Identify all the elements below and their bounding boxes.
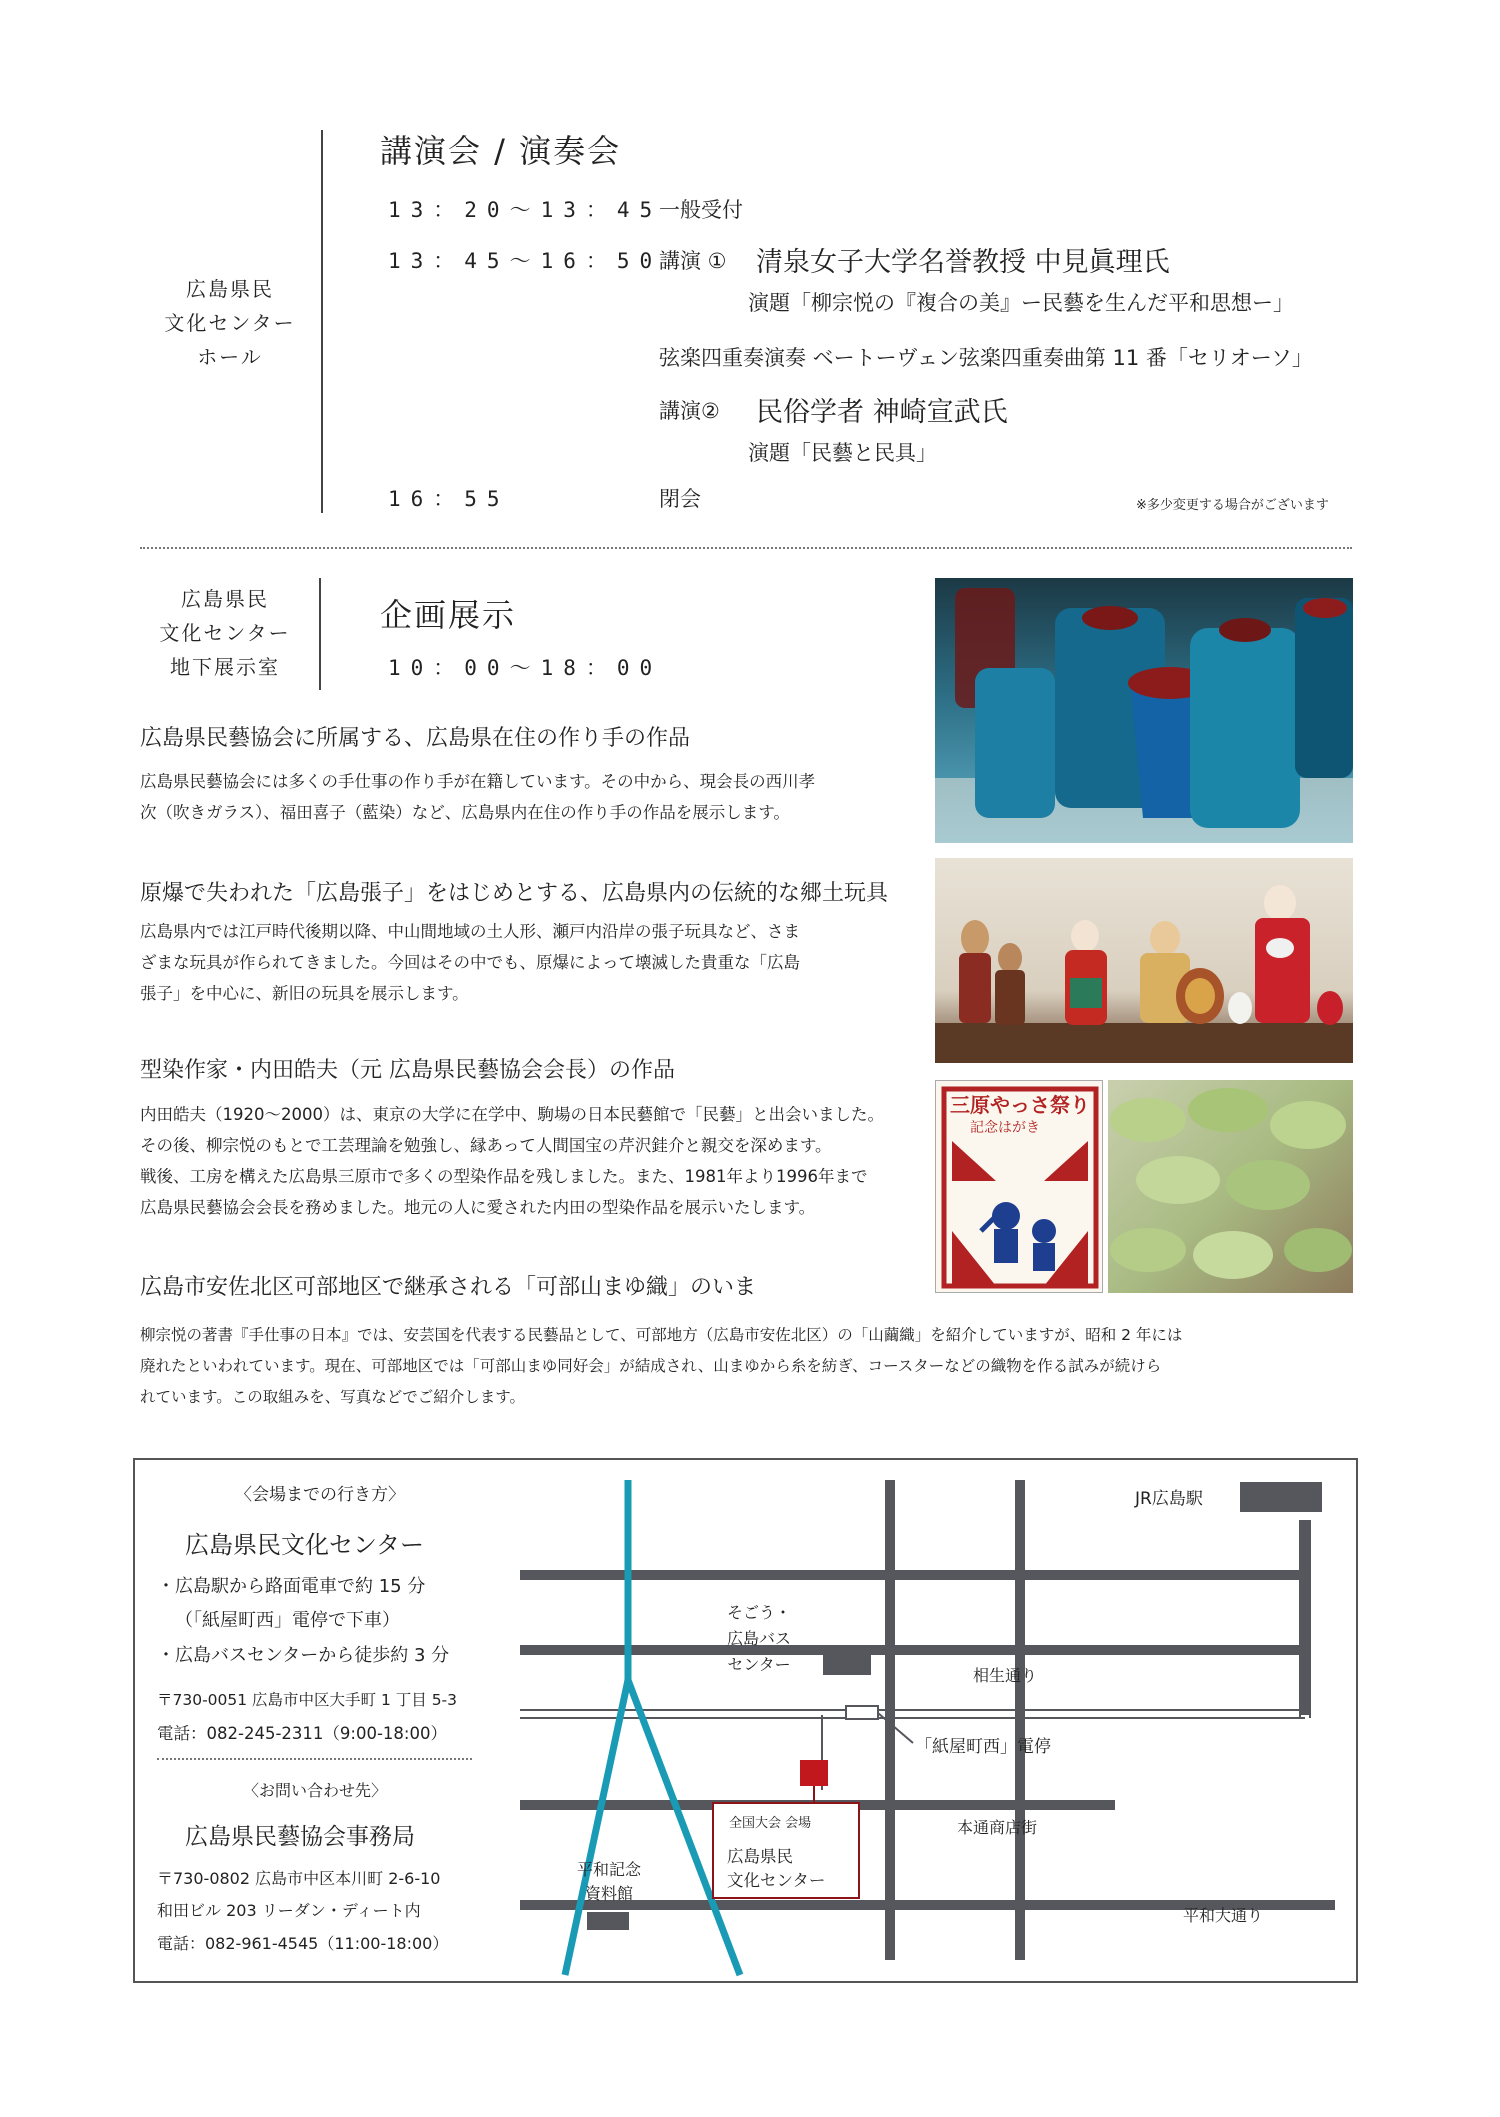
postcard-subtitle: 記念はがき (970, 1120, 1040, 1136)
text-line: 戦後、工房を構えた広島県三原市で多くの型染作品を残しました。また、1981年より1996年まで (140, 1167, 868, 1186)
venue-line: ホール (197, 345, 263, 369)
map-label-line: 広島バス (727, 1629, 792, 1648)
divider-line (321, 130, 323, 513)
glassware-image (935, 578, 1353, 843)
lecture-title: 講演会 / 演奏会 (380, 132, 622, 170)
map-label-line: 資料館 (585, 1884, 634, 1903)
map-label-line: そごう・ (727, 1603, 792, 1622)
schedule-time: 13：20〜13：45 (388, 198, 663, 222)
office-address: 和田ビル 203 リーダン・ディート内 (157, 1901, 421, 1920)
section-text (140, 916, 800, 1009)
venue-phone: 電話：082-245-2311（9:00-18:00） (157, 1724, 447, 1743)
office-address: 〒730-0802 広島市中区本川町 2-6-10 (157, 1869, 441, 1888)
change-note: ※多少変更する場合がございます (1136, 498, 1329, 513)
lecture-label: 講演 ① (659, 249, 727, 273)
venue-line: 文化センター (164, 311, 296, 335)
venue-marker (800, 1760, 828, 1786)
exhibit-title: 企画展示 (380, 596, 517, 634)
exhibit-venue (140, 582, 310, 684)
text-line: 廃れたといわれています。現在、可部地区では「可部山まゆ同好会」が結成され、山まゆから糸を紡ぎ、コースターなどの織物を作る試みが続けら (140, 1357, 1162, 1375)
office-name: 広島県民藝協会事務局 (185, 1824, 415, 1850)
access-map (135, 1460, 1356, 1981)
direction-line: ・広島バスセンターから徒歩約 3 分 (157, 1645, 450, 1666)
section-title: 広島県民藝協会に所属する、広島県在住の作り手の作品 (140, 726, 691, 751)
access-heading: 〈会場までの行き方〉 (235, 1485, 405, 1505)
text-line: 広島県民藝協会には多くの手仕事の作り手が在籍しています。その中から、現会長の西川孝 (140, 772, 816, 791)
map-label-kamiyacho: 「紙屋町西」電停 (915, 1737, 1051, 1757)
map-label-museum (577, 1858, 641, 1906)
map-label-hondori: 本通商店街 (957, 1818, 1038, 1837)
access-box (133, 1458, 1358, 1983)
text-line: 次（吹きガラス）、福田喜子（藍染）など、広島県内在住の作り手の作品を展示します。 (140, 803, 790, 822)
map-label-line: センター (727, 1655, 791, 1674)
text-line: れています。この取組みを、写真などでご紹介します。 (140, 1388, 526, 1406)
venue-callout-name (727, 1845, 825, 1893)
venue-line: 地下展示室 (170, 655, 280, 679)
section-title: 型染作家・内田皓夫（元 広島県民藝協会会長）の作品 (140, 1058, 675, 1083)
glassware-photo (935, 578, 1353, 843)
lecture-label: 講演② (659, 399, 720, 423)
map-label-line: 文化センター (727, 1871, 826, 1890)
lecture-venue (150, 272, 310, 374)
contact-heading: 〈お問い合わせ先〉 (243, 1781, 388, 1800)
text-line: 広島県民藝協会会長を務めました。地元の人に愛された内田の型染作品を展示いたします。 (140, 1198, 816, 1217)
map-label-line: 広島県民 (727, 1847, 793, 1866)
office-phone: 電話：082-961-4545（11:00-18:00） (157, 1934, 449, 1953)
lecture-speaker: 民俗学者 神崎宣武氏 (756, 397, 1008, 428)
tram-stop-marker (846, 1706, 878, 1719)
schedule-time: 16：55 (388, 487, 510, 511)
lecture-subject: 演題「民藝と民具」 (748, 441, 937, 465)
text-line: 広島県内では江戸時代後期以降、中山間地域の土人形、瀬戸内沿岸の張子玩具など、さま (140, 922, 800, 941)
direction-line: （「紙屋町西」電停で下車） (175, 1610, 400, 1631)
text-line: 張子」を中心に、新旧の玩具を展示します。 (140, 984, 469, 1003)
exhibit-time: 10：00〜18：00 (388, 656, 663, 680)
venue-address: 〒730-0051 広島市中区大手町 1 丁目 5-3 (157, 1691, 458, 1709)
direction-line: ・広島駅から路面電車で約 15 分 (157, 1576, 426, 1597)
venue-line: 広島県民 (186, 277, 274, 301)
section-text (140, 766, 815, 828)
map-label-sogo (727, 1600, 791, 1678)
section-text (140, 1099, 884, 1223)
venue-line: 文化センター (159, 621, 291, 645)
venue-line: 広島県民 (181, 587, 269, 611)
section-divider (140, 547, 1352, 549)
concert-item: 弦楽四重奏演奏 ベートーヴェン弦楽四重奏曲第 11 番「セリオーソ」 (659, 346, 1313, 370)
text-line: その後、柳宗悦のもとで工芸理論を勉強し、縁あって人間国宝の芹沢銈介と親交を深めます。 (140, 1136, 832, 1155)
folk-toys-image (935, 858, 1353, 1063)
map-label-line: 平和記念 (577, 1860, 642, 1879)
silk-cocoons-photo (1108, 1080, 1353, 1293)
text-line: 内田皓夫（1920〜2000）は、東京の大学に在学中、駒場の日本民藝館で「民藝」と出会いました。 (140, 1105, 884, 1124)
map-label-aioi: 相生通り (973, 1666, 1038, 1685)
folk-toys-photo (935, 858, 1353, 1063)
lecture-speaker: 清泉女子大学名誉教授 中見眞理氏 (756, 247, 1170, 278)
schedule-time: 13：45〜16：50 (388, 249, 663, 273)
text-line: 柳宗悦の著書『手仕事の日本』では、安芸国を代表する民藝品として、可部地方（広島市安佐北区）の「山繭織」を紹介していますが、昭和 2 年には (140, 1326, 1183, 1344)
map-label-heiwa: 平和大通り (1183, 1906, 1264, 1925)
cocoons-image (1108, 1080, 1353, 1293)
map-label-jr: JR広島駅 (1135, 1489, 1203, 1509)
dyed-postcard-photo (935, 1080, 1103, 1293)
tram-line (520, 1520, 1310, 1718)
section-text (140, 1320, 1182, 1413)
section-title: 広島市安佐北区可部地区で継承される「可部山まゆ織」のいま (140, 1275, 757, 1300)
divider-line (319, 578, 321, 690)
postcard-title: 三原やっさ祭り (950, 1093, 1090, 1117)
museum-block (587, 1912, 629, 1930)
schedule-item: 一般受付 (659, 198, 743, 222)
lecture-subject: 演題「柳宗悦の『複合の美』ー民藝を生んだ平和思想ー」 (748, 291, 1294, 315)
schedule-item: 閉会 (659, 487, 701, 511)
venue-callout-tag: 全国大会 会場 (729, 1816, 812, 1831)
jr-station-block (1240, 1482, 1322, 1512)
bus-center-block (823, 1655, 871, 1675)
section-title: 原爆で失われた「広島張子」をはじめとする、広島県内の伝統的な郷土玩具 (140, 881, 889, 906)
venue-name: 広島県民文化センター (185, 1531, 425, 1559)
text-line: ざまな玩具が作られてきました。今回はその中でも、原爆によって壊滅した貴重な「広島 (140, 953, 800, 972)
